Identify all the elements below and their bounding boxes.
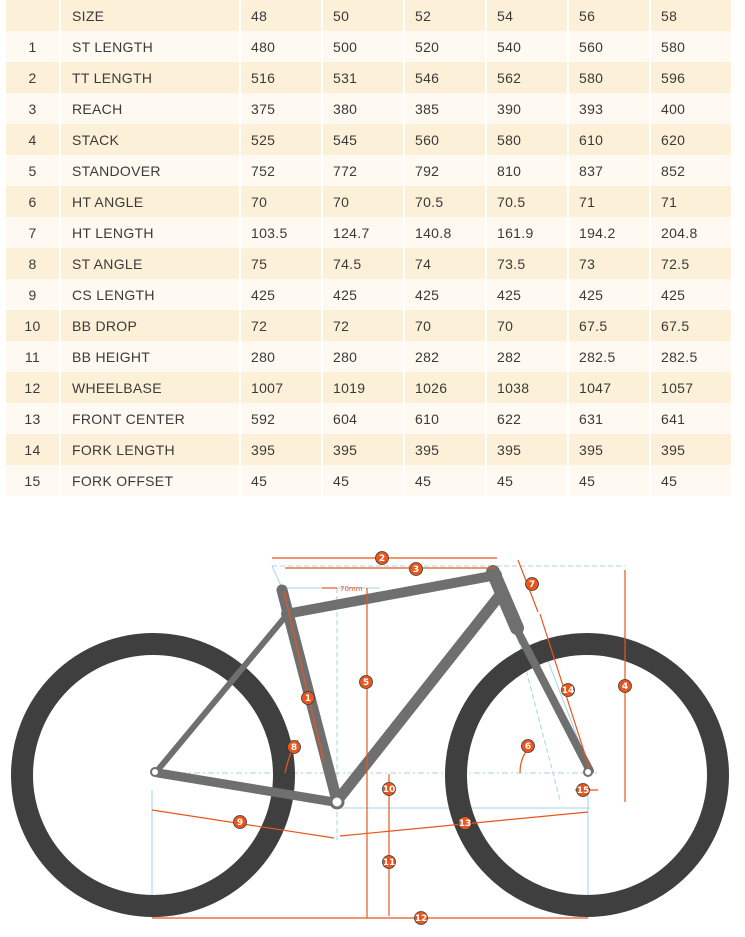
row-number: 14 (6, 434, 59, 465)
row-value: 282 (487, 341, 567, 372)
row-value: 562 (487, 62, 567, 93)
row-label: TT LENGTH (61, 62, 239, 93)
row-value: 140.8 (405, 217, 485, 248)
dimension-marker-label: 4 (621, 682, 629, 693)
table-row (6, 155, 731, 186)
row-value: 161.9 (487, 217, 567, 248)
row-number: 4 (6, 124, 59, 155)
row-value: 425 (487, 279, 567, 310)
row-number: 10 (6, 310, 59, 341)
row-value: 516 (241, 62, 321, 93)
row-value: 282 (405, 341, 485, 372)
table-row (6, 31, 731, 62)
dimension-marker-label: 6 (524, 742, 532, 753)
table-row (6, 465, 731, 496)
row-value: 73 (569, 248, 649, 279)
dimension-marker-label: 5 (362, 678, 370, 689)
row-value: 772 (323, 155, 403, 186)
row-value: 560 (405, 124, 485, 155)
row-value: 395 (487, 434, 567, 465)
row-value: 70 (323, 186, 403, 217)
row-value: 525 (241, 124, 321, 155)
dimension-marker-label: 14 (561, 686, 575, 697)
row-value: 395 (405, 434, 485, 465)
row-value: 425 (405, 279, 485, 310)
header-size-54: 54 (487, 0, 567, 31)
row-value: 792 (405, 155, 485, 186)
row-label: BB DROP (61, 310, 239, 341)
row-value: 610 (405, 403, 485, 434)
row-value: 1026 (405, 372, 485, 403)
dimension-marker-label: 1 (304, 694, 312, 705)
dimension-marker-9 (234, 816, 247, 829)
row-value: 395 (241, 434, 321, 465)
row-value: 72.5 (651, 248, 731, 279)
dimension-marker-13 (459, 817, 472, 830)
row-value: 596 (651, 62, 731, 93)
row-value: 752 (241, 155, 321, 186)
row-value: 580 (569, 62, 649, 93)
row-value: 124.7 (323, 217, 403, 248)
table-row (6, 341, 731, 372)
bike-geometry-diagram (0, 540, 745, 937)
dimension-marker-label: 8 (290, 743, 298, 754)
table-row (6, 310, 731, 341)
row-label: HT ANGLE (61, 186, 239, 217)
dimension-marker-7 (526, 578, 539, 591)
row-number: 3 (6, 93, 59, 124)
row-value: 546 (405, 62, 485, 93)
row-label: STANDOVER (61, 155, 239, 186)
table-header-row (6, 0, 731, 31)
row-value: 75 (241, 248, 321, 279)
standover-offset-label: 70mm (340, 585, 363, 593)
geometry-table (4, 0, 733, 496)
row-value: 385 (405, 93, 485, 124)
header-size-58: 58 (651, 0, 731, 31)
row-value: 1007 (241, 372, 321, 403)
row-value: 45 (569, 465, 649, 496)
row-value: 1057 (651, 372, 731, 403)
row-value: 45 (487, 465, 567, 496)
row-label: FORK LENGTH (61, 434, 239, 465)
table-row (6, 186, 731, 217)
row-value: 70 (405, 310, 485, 341)
row-label: CS LENGTH (61, 279, 239, 310)
row-number: 1 (6, 31, 59, 62)
row-value: 280 (241, 341, 321, 372)
row-value: 375 (241, 93, 321, 124)
row-label: BB HEIGHT (61, 341, 239, 372)
dimension-marker-12 (415, 912, 428, 925)
row-value: 71 (651, 186, 731, 217)
dimension-marker-2 (376, 552, 389, 565)
dimension-marker-label: 3 (412, 565, 420, 576)
row-value: 580 (651, 31, 731, 62)
dimension-marker-label: 10 (382, 785, 396, 796)
row-value: 282.5 (651, 341, 731, 372)
header-size-56: 56 (569, 0, 649, 31)
table-row (6, 248, 731, 279)
dimension-marker-6 (522, 740, 535, 753)
row-value: 425 (569, 279, 649, 310)
row-value: 425 (323, 279, 403, 310)
row-value: 610 (569, 124, 649, 155)
header-size-52: 52 (405, 0, 485, 31)
row-value: 72 (323, 310, 403, 341)
dimension-marker-label: 15 (576, 786, 590, 797)
row-number: 9 (6, 279, 59, 310)
dimension-marker-15 (577, 784, 590, 797)
row-value: 73.5 (487, 248, 567, 279)
row-value: 393 (569, 93, 649, 124)
row-value: 1019 (323, 372, 403, 403)
row-value: 545 (323, 124, 403, 155)
dimension-marker-label: 2 (378, 554, 386, 565)
row-label: FRONT CENTER (61, 403, 239, 434)
row-value: 531 (323, 62, 403, 93)
row-label: REACH (61, 93, 239, 124)
row-value: 395 (323, 434, 403, 465)
dimension-marker-label: 12 (414, 914, 428, 925)
row-value: 400 (651, 93, 731, 124)
row-value: 380 (323, 93, 403, 124)
row-value: 604 (323, 403, 403, 434)
row-value: 837 (569, 155, 649, 186)
row-number: 15 (6, 465, 59, 496)
row-number: 2 (6, 62, 59, 93)
table-row (6, 93, 731, 124)
dimension-marker-label: 11 (382, 858, 396, 869)
row-value: 631 (569, 403, 649, 434)
row-value: 1047 (569, 372, 649, 403)
row-value: 280 (323, 341, 403, 372)
table-row (6, 372, 731, 403)
table-row (6, 124, 731, 155)
row-value: 500 (323, 31, 403, 62)
row-value: 620 (651, 124, 731, 155)
dimension-marker-label: 13 (458, 819, 472, 830)
row-value: 425 (651, 279, 731, 310)
row-label: ST LENGTH (61, 31, 239, 62)
row-value: 592 (241, 403, 321, 434)
row-number: 8 (6, 248, 59, 279)
row-value: 74 (405, 248, 485, 279)
row-value: 282.5 (569, 341, 649, 372)
row-number: 6 (6, 186, 59, 217)
dimension-marker-label: 9 (236, 818, 244, 829)
row-value: 1038 (487, 372, 567, 403)
row-value: 425 (241, 279, 321, 310)
table-row (6, 434, 731, 465)
row-value: 520 (405, 31, 485, 62)
row-number: 12 (6, 372, 59, 403)
row-value: 67.5 (651, 310, 731, 341)
row-label: ST ANGLE (61, 248, 239, 279)
row-value: 45 (323, 465, 403, 496)
row-label: HT LENGTH (61, 217, 239, 248)
row-value: 72 (241, 310, 321, 341)
row-value: 71 (569, 186, 649, 217)
row-value: 580 (487, 124, 567, 155)
row-value: 390 (487, 93, 567, 124)
row-number: 11 (6, 341, 59, 372)
row-label: WHEELBASE (61, 372, 239, 403)
table-row (6, 62, 731, 93)
dimension-marker-4 (619, 680, 632, 693)
row-value: 70 (241, 186, 321, 217)
dimension-marker-11 (383, 856, 396, 869)
header-size-label: SIZE (61, 0, 239, 31)
dimension-marker-1 (302, 692, 315, 705)
row-value: 67.5 (569, 310, 649, 341)
row-value: 45 (405, 465, 485, 496)
row-value: 395 (651, 434, 731, 465)
row-value: 204.8 (651, 217, 731, 248)
row-label: FORK OFFSET (61, 465, 239, 496)
row-value: 395 (569, 434, 649, 465)
row-label: STACK (61, 124, 239, 155)
row-value: 70 (487, 310, 567, 341)
row-value: 641 (651, 403, 731, 434)
row-number: 13 (6, 403, 59, 434)
dimension-marker-8 (288, 741, 301, 754)
row-value: 70.5 (487, 186, 567, 217)
dimension-marker-label: 7 (528, 580, 536, 591)
row-value: 852 (651, 155, 731, 186)
dimension-marker-3 (410, 563, 423, 576)
header-size-50: 50 (323, 0, 403, 31)
row-value: 45 (241, 465, 321, 496)
row-value: 480 (241, 31, 321, 62)
row-number: 5 (6, 155, 59, 186)
table-row (6, 279, 731, 310)
header-size-48: 48 (241, 0, 321, 31)
dimension-marker-14 (562, 684, 575, 697)
row-value: 45 (651, 465, 731, 496)
row-value: 560 (569, 31, 649, 62)
row-number: 7 (6, 217, 59, 248)
row-value: 74.5 (323, 248, 403, 279)
row-value: 540 (487, 31, 567, 62)
row-value: 810 (487, 155, 567, 186)
table-row (6, 217, 731, 248)
dimension-marker-5 (360, 676, 373, 689)
dimension-marker-10 (383, 783, 396, 796)
row-value: 103.5 (241, 217, 321, 248)
row-value: 194.2 (569, 217, 649, 248)
row-value: 70.5 (405, 186, 485, 217)
row-value: 622 (487, 403, 567, 434)
header-num-cell (6, 0, 59, 31)
table-row (6, 403, 731, 434)
